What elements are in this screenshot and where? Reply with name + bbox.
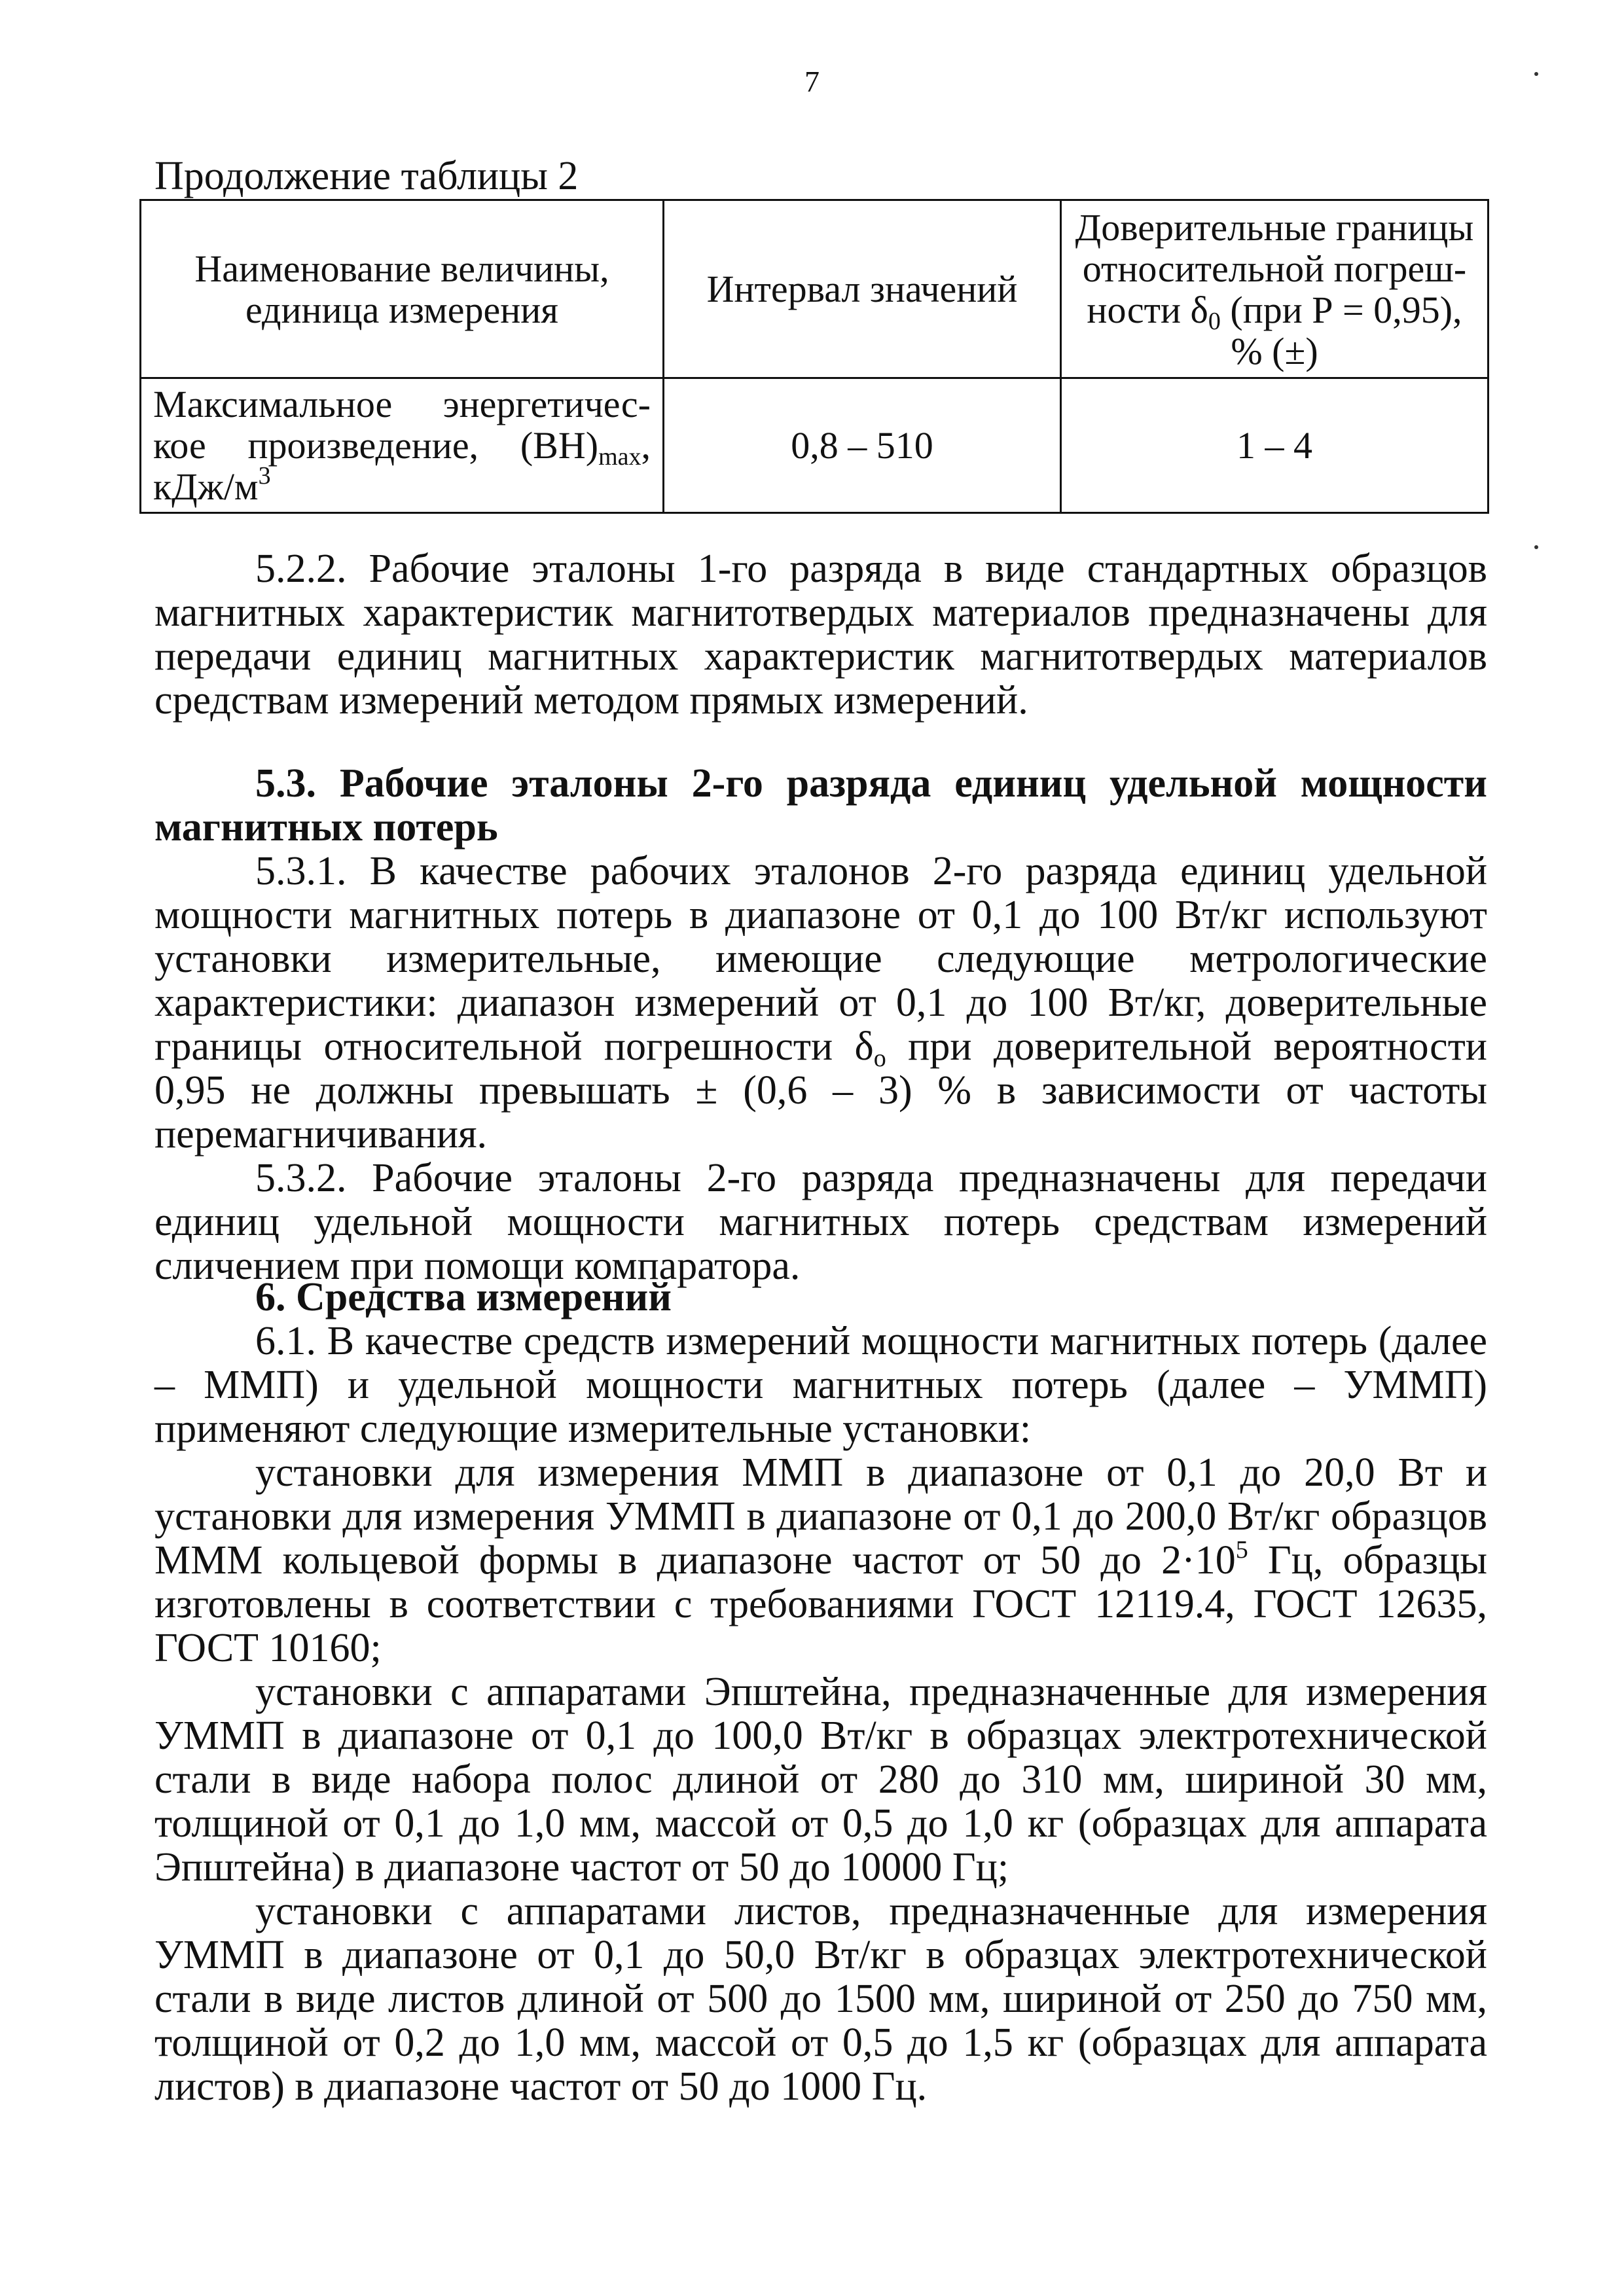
cell-name-line2: кое произведение, $(ВН)_{max}$, [153, 424, 651, 471]
section-heading-5-3: 5.3. Рабочие эталоны 2-го разряда единиц удельной мощности магнитных потерь [154, 761, 1487, 850]
cell-name-line3: кДж/$м^3$ [153, 462, 271, 508]
paragraph-5-3-2: 5.3.2. Рабочие эталоны 2-го разряда предназначены для передачи единиц удельной мощности магнитных потерь средствам измерений сличением при помощи компаратора. [154, 1156, 1487, 1288]
section-heading-6: 6. Средства измерений [255, 1275, 672, 1319]
section-5-3 [154, 762, 1487, 1288]
table-row [141, 378, 1489, 513]
paragraph-6-1-epstein: установки с аппаратами Эпштейна, предназначенные для измерения УММП в диапазоне от 0,1 до 100,0 Вт/кг в образцах электротехнической стали в виде набора полос длиной от 280 до 310 мм, шириной 30 мм, толщиной от 0,1 до 1,0 мм, массой от 0,5 до 1,0 кг (образцах для аппарата Эпштейна) в диапазоне частот от 50 до 10000 Гц; [154, 1670, 1487, 1890]
header-error: Доверительные границы относительной погреш-ности $\delta_0$ (при Р = 0,95), % (±) [1061, 200, 1489, 378]
paragraph-6-1-sheets: установки с аппаратами листов, предназначенные для измерения УММП в диапазоне от 0,1 до 50,0 Вт/кг в образцах электротехнической стали в виде листов длиной от 500 до 1500 мм, шириной от 250 до 750 мм, толщиной от 0,2 до 1,0 мм, массой от 0,5 до 1,5 кг (образцах для аппарата листов) в диапазоне частот от 50 до 1000 Гц. [154, 1889, 1487, 2109]
header-interval: Интервал значений [664, 200, 1061, 378]
cell-name [141, 378, 664, 513]
data-table [139, 199, 1489, 514]
cell-name-line1: Максимальное энергетичес- [153, 383, 651, 425]
paragraph-6-1-ring: установки для измерения ММП в диапазоне от 0,1 до 20,0 Вт и установки для измерения УММП в диапазоне от 0,1 до 200,0 Вт/кг образцов МММ кольцевой формы в диапазоне частот от 50 до $2\cdot 10^5$ Гц, образцы изготовлены в соответствии с требованиями ГОСТ 12119.4, ГОСТ 12635, ГОСТ 10160; [154, 1450, 1487, 1670]
page-number: 7 [804, 65, 820, 98]
paragraph-6-1: 6.1. В качестве средств измерений мощности магнитных потерь (далее – ММП) и удельной мощности магнитных потерь (далее – УММП) применяют следующие измерительные установки: [154, 1319, 1487, 1451]
scan-dot [1534, 72, 1538, 76]
cell-error: 1 – 4 [1061, 378, 1489, 513]
header-name: Наименование величины, единица измерения [141, 200, 664, 378]
table-header-row [141, 200, 1489, 378]
section-6 [154, 1276, 1487, 2109]
paragraph-5-2-2 [154, 547, 1487, 723]
paragraph-5-3-1: 5.3.1. В качестве рабочих эталонов 2-го разряда единиц удельной мощности магнитных потерь в диапазоне от 0,1 до 100 Вт/кг используют установки измерительные, имеющие следующие метрологические характеристики: диапазон измерений от 0,1 до 100 Вт/кг, доверительные границы относительной погрешности $\delta_о$ при доверительной вероятности 0,95 не должны превышать ± (0,6 – 3) % в зависимости от частоты перемагничивания. [154, 849, 1487, 1157]
scan-dot [1534, 545, 1538, 549]
paragraph-text: 5.2.2. Рабочие эталоны 1-го разряда в виде стандартных образцов магнитных характеристик магнитотвердых материалов предназначены для передачи единиц магнитных характеристик магнитотвердых материалов средствам измерений методом прямых измерений. [154, 547, 1487, 723]
cell-interval: 0,8 – 510 [664, 378, 1061, 513]
table-caption: Продолжение таблицы 2 [154, 154, 579, 198]
